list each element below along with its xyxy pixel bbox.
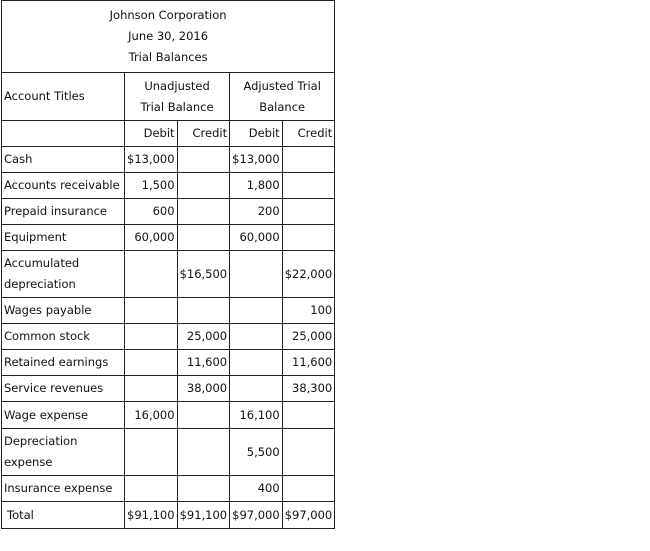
- account-depreciation-expense: Depreciation expense: [2, 429, 125, 476]
- blank-subheader-cell: [2, 121, 125, 147]
- account-equipment: Equipment: [2, 225, 125, 251]
- account-accumulated-depreciation: Accumulated depreciation: [2, 251, 125, 298]
- table-row: [2, 173, 335, 199]
- unadjusted-debit-cell: [125, 251, 178, 298]
- unadjusted-credit-cell: $16,500: [177, 251, 230, 298]
- account-accounts-receivable: Accounts receivable: [2, 173, 125, 199]
- account-titles-header: Account Titles: [2, 73, 125, 121]
- account-service-revenues: Service revenues: [2, 376, 125, 402]
- adjusted-debit-cell: [230, 324, 283, 350]
- adjusted-debit-cell: 16,100: [230, 402, 283, 429]
- account-retained-earnings: Retained earnings: [2, 350, 125, 376]
- adjusted-debit-cell: 60,000: [230, 225, 283, 251]
- adjusted-debit-cell: 1,800: [230, 173, 283, 199]
- adjusted-credit-header: Credit: [282, 121, 335, 147]
- account-cash: Cash: [2, 147, 125, 173]
- adjusted-credit-cell: [282, 402, 335, 429]
- report-date: June 30, 2016: [128, 29, 209, 43]
- table-row: [2, 350, 335, 376]
- adjusted-credit-cell: [282, 225, 335, 251]
- unadjusted-debit-cell: 600: [125, 199, 178, 225]
- adjusted-credit-cell: [282, 147, 335, 173]
- adjusted-credit-cell: $22,000: [282, 251, 335, 298]
- table-row: [2, 429, 335, 476]
- table-row: [2, 298, 335, 324]
- table-row: [2, 199, 335, 225]
- unadjusted-credit-cell: [177, 199, 230, 225]
- adjusted-credit-cell: 38,300: [282, 376, 335, 402]
- total-label: Total: [2, 502, 125, 529]
- adjusted-debit-cell: [230, 251, 283, 298]
- total-unadjusted-credit: $91,100: [177, 502, 230, 529]
- table-row: [2, 376, 335, 402]
- adjusted-debit-cell: 5,500: [230, 429, 283, 476]
- unadjusted-debit-cell: 16,000: [125, 402, 178, 429]
- unadjusted-credit-cell: [177, 225, 230, 251]
- table-row: [2, 251, 335, 298]
- trial-balance-table: [1, 0, 335, 529]
- unadjusted-debit-cell: $13,000: [125, 147, 178, 173]
- account-wages-payable: Wages payable: [2, 298, 125, 324]
- unadjusted-credit-cell: 25,000: [177, 324, 230, 350]
- unadjusted-header: [125, 73, 230, 121]
- report-header: [2, 1, 335, 73]
- adjusted-credit-cell: 100: [282, 298, 335, 324]
- account-wage-expense: Wage expense: [2, 402, 125, 429]
- unadjusted-credit-header: Credit: [177, 121, 230, 147]
- table-row: [2, 147, 335, 173]
- unadjusted-credit-cell: [177, 298, 230, 324]
- unadjusted-credit-cell: [177, 429, 230, 476]
- account-insurance-expense: Insurance expense: [2, 476, 125, 502]
- unadjusted-debit-cell: 60,000: [125, 225, 178, 251]
- adjusted-credit-cell: [282, 173, 335, 199]
- table-row: [2, 402, 335, 429]
- adjusted-debit-cell: [230, 298, 283, 324]
- adjusted-debit-cell: [230, 376, 283, 402]
- unadjusted-debit-cell: [125, 476, 178, 502]
- adjusted-header: [230, 73, 335, 121]
- adjusted-debit-header: Debit: [230, 121, 283, 147]
- unadjusted-debit-cell: 1,500: [125, 173, 178, 199]
- unadjusted-debit-cell: [125, 324, 178, 350]
- adjusted-header-line1: Adjusted Trial: [243, 78, 321, 93]
- adjusted-credit-cell: 25,000: [282, 324, 335, 350]
- total-adjusted-credit: $97,000: [282, 502, 335, 529]
- unadjusted-debit-cell: [125, 376, 178, 402]
- unadjusted-debit-cell: [125, 298, 178, 324]
- adjusted-debit-cell: [230, 350, 283, 376]
- adjusted-debit-cell: 400: [230, 476, 283, 502]
- unadjusted-credit-cell: [177, 476, 230, 502]
- total-row: [2, 502, 335, 529]
- adjusted-header-line2: Balance: [259, 99, 306, 114]
- company-name: Johnson Corporation: [109, 8, 227, 22]
- account-common-stock: Common stock: [2, 324, 125, 350]
- unadjusted-credit-cell: [177, 147, 230, 173]
- report-title: Trial Balances: [128, 50, 208, 64]
- adjusted-credit-cell: [282, 199, 335, 225]
- unadjusted-credit-cell: [177, 402, 230, 429]
- unadjusted-header-line2: Trial Balance: [140, 99, 214, 114]
- adjusted-credit-cell: [282, 476, 335, 502]
- account-prepaid-insurance: Prepaid insurance: [2, 199, 125, 225]
- unadjusted-credit-cell: 11,600: [177, 350, 230, 376]
- total-adjusted-debit: $97,000: [230, 502, 283, 529]
- adjusted-debit-cell: $13,000: [230, 147, 283, 173]
- table-row: [2, 324, 335, 350]
- adjusted-credit-cell: 11,600: [282, 350, 335, 376]
- table-row: [2, 225, 335, 251]
- unadjusted-credit-cell: [177, 173, 230, 199]
- adjusted-debit-cell: 200: [230, 199, 283, 225]
- unadjusted-credit-cell: 38,000: [177, 376, 230, 402]
- unadjusted-debit-cell: [125, 350, 178, 376]
- unadjusted-debit-header: Debit: [125, 121, 178, 147]
- unadjusted-debit-cell: [125, 429, 178, 476]
- adjusted-credit-cell: [282, 429, 335, 476]
- table-row: [2, 476, 335, 502]
- unadjusted-header-line1: Unadjusted: [144, 78, 210, 93]
- total-unadjusted-debit: $91,100: [125, 502, 178, 529]
